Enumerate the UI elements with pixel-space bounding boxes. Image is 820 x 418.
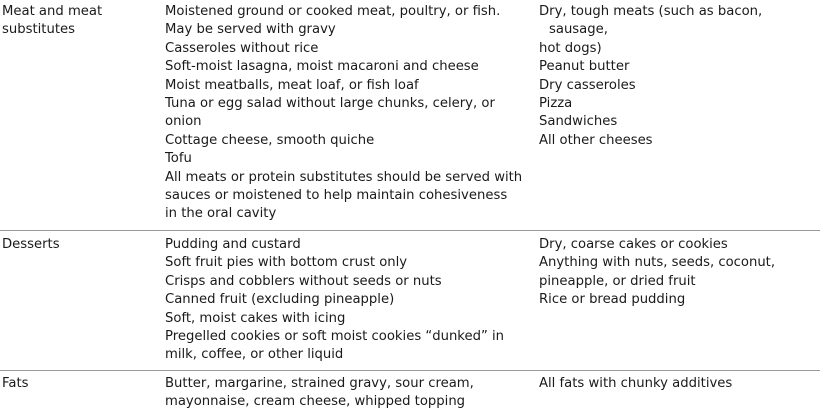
entry-line: substitutes xyxy=(2,22,75,38)
entry-line: Pudding and custard xyxy=(165,237,301,252)
entry-line: Fats xyxy=(2,376,29,391)
entry-line: Peanut butter xyxy=(539,59,630,75)
list-item xyxy=(165,254,539,272)
list-item xyxy=(165,291,539,309)
category-cell xyxy=(0,3,165,40)
foods-to-avoid-cell xyxy=(539,236,819,310)
list-item xyxy=(165,328,539,365)
entry-line: in the oral cavity xyxy=(165,206,277,222)
entry-line: Sandwiches xyxy=(539,114,618,130)
list-item xyxy=(539,375,819,393)
entry-line: Desserts xyxy=(2,237,60,252)
entry-line: Tuna or egg salad without large chunks, celery, or xyxy=(165,96,495,112)
list-item xyxy=(539,291,819,309)
entry-line: Soft fruit pies with bottom crust only xyxy=(165,255,408,271)
list-item xyxy=(539,254,819,291)
list-item xyxy=(539,132,819,150)
list-item xyxy=(165,169,539,224)
entry-line: Dry, tough meats (such as bacon, sausage, xyxy=(539,4,763,38)
list-item xyxy=(539,236,819,254)
entry-line: Rice or bread pudding xyxy=(539,292,686,308)
entry-line: All meats or protein substitutes should be served with xyxy=(165,169,523,185)
list-item xyxy=(539,58,819,76)
entry-line: Butter, margarine, strained gravy, sour cream, xyxy=(165,376,474,391)
category-cell xyxy=(0,236,165,254)
entry-line: Casseroles without rice xyxy=(165,40,319,56)
list-item xyxy=(165,375,539,412)
list-item xyxy=(165,40,539,58)
recommended-foods-cell xyxy=(165,375,539,412)
foods-to-avoid-cell xyxy=(539,375,819,393)
entry-line: pineapple, or dried fruit xyxy=(539,273,696,289)
recommended-foods-cell xyxy=(165,3,539,224)
entry-line: Soft, moist cakes with icing xyxy=(165,310,346,326)
entry-line: Anything with nuts, seeds, coconut, xyxy=(539,255,776,271)
list-item xyxy=(539,113,819,131)
entry-line: mayonnaise, cream cheese, whipped topping xyxy=(165,394,466,410)
entry-line: Moist meatballs, meat loaf, or fish loaf xyxy=(165,77,419,93)
entry-line: Canned fruit (excluding pineapple) xyxy=(165,292,395,308)
entry-line: Cottage cheese, smooth quiche xyxy=(165,132,375,148)
entry-line: Crisps and cobblers without seeds or nuts xyxy=(165,273,442,289)
list-item xyxy=(165,236,539,254)
list-item xyxy=(165,310,539,328)
category-label xyxy=(2,375,165,393)
list-item xyxy=(165,95,539,132)
category-label xyxy=(2,3,165,40)
table-row xyxy=(0,370,820,418)
entry-line: Dry, coarse cakes or cookies xyxy=(539,237,728,252)
entry-line: sauces or moistened to help maintain cohesiveness xyxy=(165,188,508,204)
entry-line: Meat and meat xyxy=(2,4,103,19)
table-row xyxy=(0,230,820,370)
list-item xyxy=(165,132,539,150)
foods-to-avoid-cell xyxy=(539,3,819,150)
entry-line: hot dogs) xyxy=(539,40,602,56)
list-item xyxy=(165,150,539,168)
entry-line: May be served with gravy xyxy=(165,22,336,38)
category-label xyxy=(2,236,165,254)
list-item xyxy=(539,3,819,58)
entry-line: Pizza xyxy=(539,96,573,112)
entry-line: Tofu xyxy=(165,151,192,167)
entry-line: All fats with chunky additives xyxy=(539,376,733,391)
list-item xyxy=(539,77,819,95)
list-item xyxy=(165,58,539,76)
entry-line: Dry casseroles xyxy=(539,77,636,93)
list-item xyxy=(165,3,539,40)
entry-line: Soft-moist lasagna, moist macaroni and cheese xyxy=(165,59,479,75)
entry-line: Moistened ground or cooked meat, poultry, or fish. xyxy=(165,4,501,19)
entry-line: Pregelled cookies or soft moist cookies “dunked” in xyxy=(165,329,505,345)
entry-line: milk, coffee, or other liquid xyxy=(165,347,344,363)
list-item xyxy=(165,77,539,95)
entry-line: All other cheeses xyxy=(539,132,653,148)
category-cell xyxy=(0,375,165,393)
list-item xyxy=(539,95,819,113)
entry-line: onion xyxy=(165,114,202,130)
list-item xyxy=(165,273,539,291)
recommended-foods-cell xyxy=(165,236,539,365)
